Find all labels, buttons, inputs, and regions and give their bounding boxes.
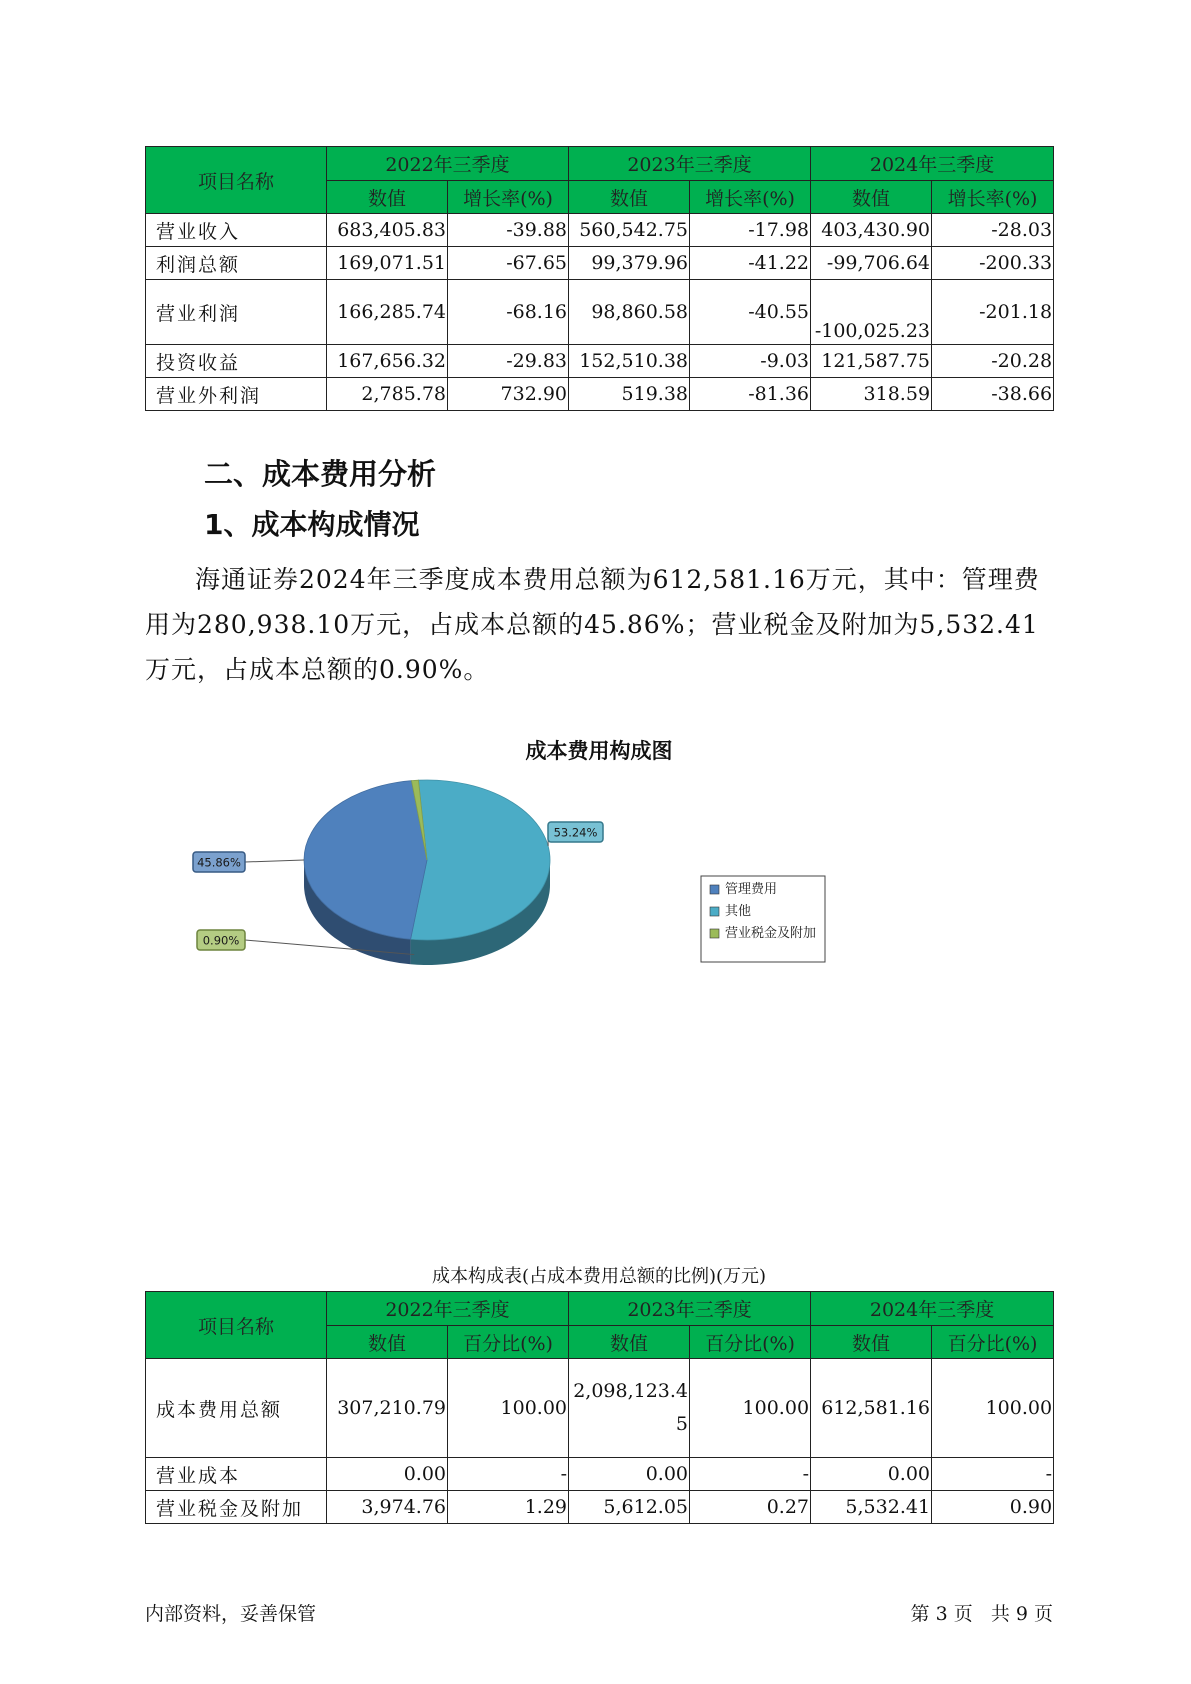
legend-swatch: [710, 929, 719, 938]
table-cell: -67.65: [448, 247, 569, 280]
footer-page-number: 第 3 页 共 9 页: [910, 1603, 1053, 1625]
table-row: [146, 1491, 1054, 1524]
table-cell: 318.59: [811, 378, 932, 411]
footer-confidential-note: 内部资料，妥善保管: [145, 1603, 317, 1625]
header-value: 数值: [569, 1326, 690, 1359]
table-cell: -100,025.23: [811, 280, 932, 345]
data-label: 45.86%: [197, 855, 241, 870]
header-value: 数值: [327, 1326, 448, 1359]
table-cell: -29.83: [448, 345, 569, 378]
table-cell: 307,210.79: [327, 1359, 448, 1458]
table-cell: 403,430.90: [811, 214, 932, 247]
legend-swatch: [710, 885, 719, 894]
header-growth: 增长率(%): [932, 181, 1054, 214]
legend-label: 营业税金及附加: [725, 926, 817, 941]
table-cell: -9.03: [690, 345, 811, 378]
row-label: 营业税金及附加: [146, 1491, 327, 1524]
table-cell: 2,098,123.45: [569, 1359, 690, 1458]
chart-legend: [701, 876, 825, 962]
table-cell: 0.90: [932, 1491, 1054, 1524]
analysis-paragraph: 海通证券2024年三季度成本费用总额为612,581.16万元，其中：管理费用为280,938.10万元，占成本总额的45.86%；营业税金及附加为5,532.41万元，占成本总额的0.90%。: [145, 565, 1040, 684]
legend-swatch: [710, 907, 719, 916]
table-cell: 1.29: [448, 1491, 569, 1524]
table-cell: -68.16: [448, 280, 569, 345]
header-year-2023: 2023年三季度: [569, 1292, 811, 1326]
row-label: 营业利润: [146, 280, 327, 345]
table-cell: 100.00: [448, 1359, 569, 1458]
header-percent: 百分比(%): [448, 1326, 569, 1359]
header-item-name: 项目名称: [146, 1292, 327, 1359]
table-row: [146, 345, 1054, 378]
header-value: 数值: [327, 181, 448, 214]
table-cell: 5,532.41: [811, 1491, 932, 1524]
table-cell: 99,379.96: [569, 247, 690, 280]
header-percent: 百分比(%): [932, 1326, 1054, 1359]
table-row: [146, 280, 1054, 345]
table-cell: -: [690, 1458, 811, 1491]
header-growth: 增长率(%): [448, 181, 569, 214]
table-cell: 2,785.78: [327, 378, 448, 411]
row-label: 营业成本: [146, 1458, 327, 1491]
table-cell: 121,587.75: [811, 345, 932, 378]
table-cell: -: [448, 1458, 569, 1491]
table-cell: -41.22: [690, 247, 811, 280]
header-year-2022: 2022年三季度: [327, 147, 569, 181]
sub-heading: 1、成本构成情况: [204, 508, 420, 541]
table-cell: 0.27: [690, 1491, 811, 1524]
table-row: [146, 1458, 1054, 1491]
legend-label: 管理费用: [725, 882, 778, 897]
table-cell: -20.28: [932, 345, 1054, 378]
table-cell: 100.00: [932, 1359, 1054, 1458]
table-cell: 3,974.76: [327, 1491, 448, 1524]
header-year-2024: 2024年三季度: [811, 147, 1054, 181]
data-label: 53.24%: [553, 825, 598, 840]
table-cell: 167,656.32: [327, 345, 448, 378]
table-cell: 0.00: [327, 1458, 448, 1491]
table-cell: 98,860.58: [569, 280, 690, 345]
table-cell: 166,285.74: [327, 280, 448, 345]
table-cell: 732.90: [448, 378, 569, 411]
header-percent: 百分比(%): [690, 1326, 811, 1359]
table-row: [146, 1359, 1054, 1458]
row-label: 利润总额: [146, 247, 327, 280]
table-cell: -38.66: [932, 378, 1054, 411]
table-row: [146, 247, 1054, 280]
header-value: 数值: [569, 181, 690, 214]
row-label: 营业外利润: [146, 378, 327, 411]
table-cell: 0.00: [811, 1458, 932, 1491]
header-growth: 增长率(%): [690, 181, 811, 214]
data-label: 0.90%: [202, 933, 240, 948]
table-cell: -39.88: [448, 214, 569, 247]
table-cell: -40.55: [690, 280, 811, 345]
cost-composition-pie-chart: [145, 770, 1053, 1040]
table-cell: -17.98: [690, 214, 811, 247]
financial-summary-table: [145, 146, 1054, 411]
row-label: 成本费用总额: [146, 1359, 327, 1458]
header-year-2023: 2023年三季度: [569, 147, 811, 181]
table-caption: 成本构成表(占成本费用总额的比例)(万元): [431, 1266, 767, 1287]
table-cell: 5,612.05: [569, 1491, 690, 1524]
table-cell: 560,542.75: [569, 214, 690, 247]
cost-composition-table: [145, 1291, 1054, 1524]
row-label: 营业收入: [146, 214, 327, 247]
table-cell: -99,706.64: [811, 247, 932, 280]
table-cell: 100.00: [690, 1359, 811, 1458]
table-cell: 169,071.51: [327, 247, 448, 280]
table-cell: 612,581.16: [811, 1359, 932, 1458]
data-label-leader: [245, 860, 304, 862]
table-row: [146, 378, 1054, 411]
chart-title: 成本费用构成图: [525, 739, 673, 763]
table-row: [146, 214, 1054, 247]
section-heading: 二、成本费用分析: [204, 457, 437, 491]
table-cell: 683,405.83: [327, 214, 448, 247]
table-cell: -200.33: [932, 247, 1054, 280]
header-year-2022: 2022年三季度: [327, 1292, 569, 1326]
table-cell: 0.00: [569, 1458, 690, 1491]
row-label: 投资收益: [146, 345, 327, 378]
table-cell: -28.03: [932, 214, 1054, 247]
table-cell: -: [932, 1458, 1054, 1491]
header-value: 数值: [811, 1326, 932, 1359]
table-cell: 519.38: [569, 378, 690, 411]
header-value: 数值: [811, 181, 932, 214]
header-year-2024: 2024年三季度: [811, 1292, 1054, 1326]
legend-label: 其他: [725, 904, 752, 919]
header-item-name: 项目名称: [146, 147, 327, 214]
table-cell: 152,510.38: [569, 345, 690, 378]
table-cell: -81.36: [690, 378, 811, 411]
table-cell: -201.18: [932, 280, 1054, 345]
